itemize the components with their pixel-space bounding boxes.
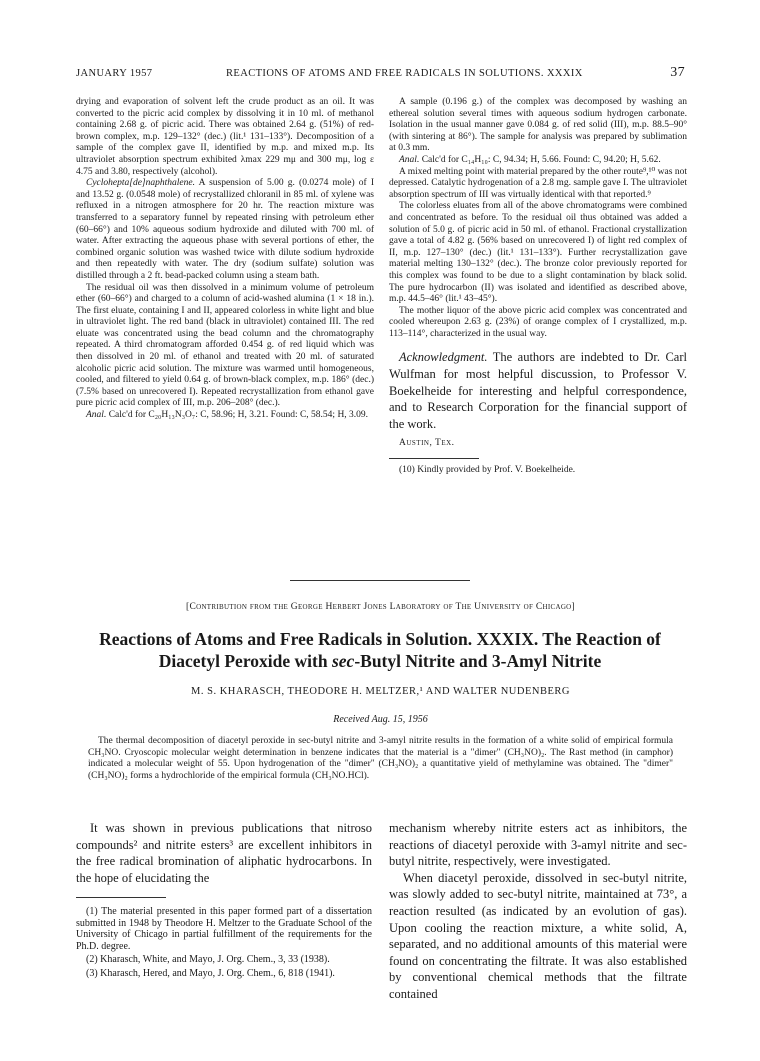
body-paragraph-2: mechanism whereby nitrite esters act as inhibitors, the reactions of diacetyl peroxide with 3-amyl nitrite and sec-butyl nitrite, respectively, were investigated. bbox=[389, 821, 687, 869]
footnote-3: (3) Kharasch, Hered, and Mayo, J. Org. Chem., 6, 818 (1941). bbox=[86, 967, 335, 979]
footnote-10: (10) Kindly provided by Prof. V. Boekelheide. bbox=[399, 465, 576, 476]
location-line: Austin, Tex. bbox=[399, 438, 455, 449]
page-number: 37 bbox=[670, 65, 685, 80]
title-line-1: Reactions of Atoms and Free Radicals in Solution. XXXIX. The Reaction of bbox=[99, 629, 661, 649]
left-paragraph-4: Anal. Calc'd for C₂₀H₁₃N₃O₇: C, 58.96; H, 3.21. Found: C, 58.54; H, 3.09. bbox=[86, 410, 369, 421]
title-line-2: Diacetyl Peroxide with sec-Butyl Nitrite and 3-Amyl Nitrite bbox=[158, 651, 602, 671]
footnote-rule bbox=[76, 897, 166, 898]
section-heading-cycloheptanaphthalene: Cyclohepta[de]naphthalene. bbox=[86, 178, 195, 189]
anal-heading: Anal. bbox=[399, 154, 420, 165]
left-paragraph-1: drying and evaporation of solvent left the crude product as an oil. It was converted to the picric acid complex by dissolving it in 10 ml. of methanol containing 2.68 g. of picric acid. There was obtained 2.64 g. (51%) of red-brown complex, m.p. 129–132° (dec.) (lit.¹ 131–133°). Decomposition of a sample of the complex gave II, identified by m.p. and mixed m.p. Its ultraviolet absorption spectrum exhibited λmax 229 mμ and 300 mμ, log ε 4.75 and 3.80, respectively (alcohol). bbox=[76, 97, 374, 177]
contribution-line: [Contribution from the George Herbert Jones Laboratory of The University of Chicago] bbox=[186, 602, 575, 612]
body-left-column bbox=[76, 820, 372, 886]
body-right-column bbox=[389, 820, 687, 1003]
author-list: M. S. KHARASCH, THEODORE H. MELTZER,¹ AND WALTER NUDENBERG bbox=[191, 686, 570, 697]
right-paragraph-2: Anal. Calc'd for C₁₄H₁₀: C, 94.34; H, 5.66. Found: C, 94.20; H, 5.62. bbox=[399, 154, 661, 165]
right-column bbox=[389, 97, 687, 477]
right-paragraph-3: A mixed melting point with material prepared by the other route⁹,¹⁰ was not depressed. Catalytic hydrogenation of a 2.8 mg. sample gave I. The ultraviolet absorption spectrum of III was virtually identical with that reported.⁹ bbox=[389, 166, 687, 200]
running-head bbox=[76, 66, 685, 82]
footnote-2: (2) Kharasch, White, and Mayo, J. Org. Chem., 3, 33 (1938). bbox=[86, 954, 330, 966]
footnote-1: (1) The material presented in this paper formed part of a dissertation submitted in 1948 by Theodore H. Meltzer to the Graduate School of the University of Chicago in partial fulfillment of the requirements for the Ph.D. degree. bbox=[76, 906, 372, 952]
running-head-title: REACTIONS OF ATOMS AND FREE RADICALS IN SOLUTIONS. XXXIX bbox=[226, 68, 583, 79]
running-head-date: JANUARY 1957 bbox=[76, 68, 153, 79]
left-paragraph-2: Cyclohepta[de]naphthalene. A suspension of 5.00 g. (0.0274 mole) of I and 13.52 g. (0.0548 mole) of recrystallized chloranil in 85 ml. of xylene was refluxed in a nitrogen atmosphere for 20 hr. The reaction mixture was transferred to a separatory funnel by repeated rinsing with petroleum ether (60–66°) and 10% aqueous sodium hydroxide and diluted with 700 ml. of water. After extracting the aqueous phase with several portions of ether, the combined organic solution was washed twice with dilute sodium hydroxide and then repeatedly with water. The dry (sodium sulfate) solution was distilled through a 2 ft. bead-packed column using a steam bath. bbox=[76, 178, 374, 281]
body-paragraph-3: When diacetyl peroxide, dissolved in sec-butyl nitrite, was slowly added to sec-butyl nitrite, maintained at 73°, a reaction resulted (as indicated by an evolution of gas). Upon cooling the reaction mixture, a white solid, A, separated, and no additional amounts of this material were found on concentrating the filtrate. It was also established by conventional chemical methods that the filtrate contained bbox=[389, 870, 687, 1001]
body-paragraph-1: It was shown in previous publications that nitroso compounds² and nitrite esters³ are excellent inhibitors in the free radical bromination of aliphatic hydrocarbons. In the hope of elucidating the bbox=[76, 821, 372, 885]
footnotes bbox=[76, 897, 372, 982]
right-paragraph-5: The mother liquor of the above picric acid complex was concentrated and cooled whereupon 2.63 g. (23%) of orange complex of I crystallized, m.p. 113–114°, characterized in the usual way. bbox=[389, 305, 687, 339]
article-title bbox=[70, 628, 690, 672]
anal-heading: Anal. bbox=[86, 410, 107, 421]
received-date: Received Aug. 15, 1956 bbox=[333, 714, 428, 725]
left-column bbox=[76, 97, 374, 422]
left-paragraph-3: The residual oil was then dissolved in a minimum volume of petroleum ether (60–66°) and charged to a column of acid-washed alumina (1 × 18 in.). The first eluate, containing I and II, appeared colorless in white light and blue in ultraviolet light. The red band (black in ultraviolet) contained III. The red eluate was concentrated using the bead column and the chromatography repeated. A third chromatogram afforded 0.454 g. of red liquid which was then dissolved in 20 ml. of ethanol and treated with 20 ml. of saturated alcoholic picric acid solution. The mixture was warmed until homogeneous, cooled, and filtered to yield 0.64 g. of brown-black complex, m.p. 186° (dec.) (7.5% based on unrecovered I). Repeated recrystallization from ethanol gave pure picric acid complex of III, m.p. 206–208° (dec.). bbox=[76, 282, 374, 409]
abstract: The thermal decomposition of diacetyl peroxide in sec-butyl nitrite and 3-amyl nitrite results in the formation of a white solid of empirical formula CH₃NO. Cryoscopic molecular weight determination in benzene indicates that the material is a "dimer" (CH₃NO)₂. The Rast method (in camphor) indicated a molecular weight of 55. Upon hydrogenation of the "dimer" (CH₃NO)₂ a quantitative yield of methylamine was obtained. The "dimer" (CH₃NO)₂ forms a hydrochloride of the empirical formula (CH₃NO.HCl). bbox=[88, 736, 673, 781]
right-paragraph-1: A sample (0.196 g.) of the complex was decomposed by washing an ethereal solution several times with aqueous sodium hydrogen carbonate. Isolation in the usual manner gave 0.084 g. of red solid (III), m.p. 88.5–90° (with sintering at 86°). The sample for analysis was prepared by sublimation at 0.3 mm. bbox=[389, 97, 687, 154]
right-paragraph-4: The colorless eluates from all of the above chromatograms were combined and concentrated as before. To the residual oil thus obtained was added a solution of 5.0 g. of picric acid in 50 ml. of ethanol. Fractional crystallization gave a total of 4.82 g. (56% based on unrecovered I) of light red complex of II, m.p. 127–130° (dec.) (lit.¹ 131–133°). Further recrystallization gave material melting 130–132° (dec.). The bronze color previously reported for this complex was found to be due to a slight contamination by black solid. The pure hydrocarbon (II) was isolated and identified as described above, m.p. 44.5–46° (lit.¹ 43–45°). bbox=[389, 201, 687, 305]
footnote-rule bbox=[389, 458, 479, 459]
acknowledgment-heading: Acknowledgment. bbox=[399, 350, 488, 365]
article-separator bbox=[290, 580, 470, 581]
acknowledgment: Acknowledgment. The authors are indebted to Dr. Carl Wulfman for most helpful discussion, to Professor V. Boekelheide for interesting and helpful correspondence, and to Research Corporation for the financial support of the work. bbox=[389, 350, 687, 431]
